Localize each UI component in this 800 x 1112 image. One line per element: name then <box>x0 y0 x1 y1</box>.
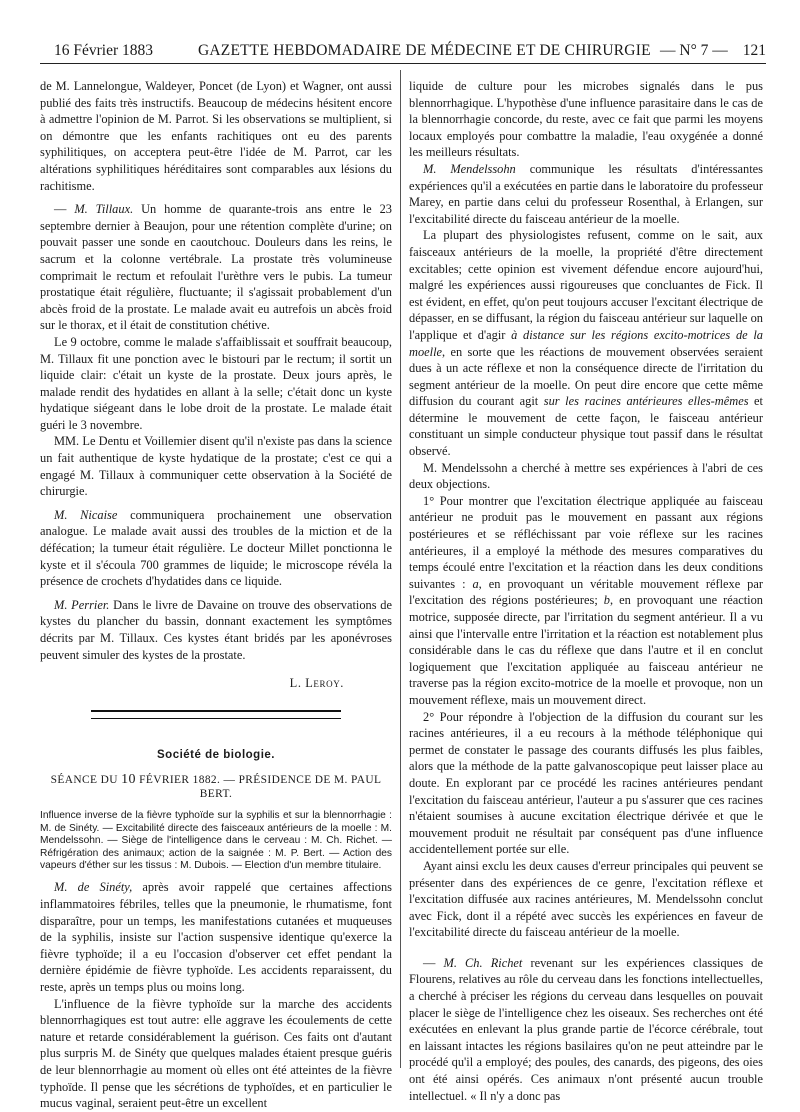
paragraph: 2° Pour répondre à l'objection de la diffusion du courant sur les racines antérieures, il a eu recours à la méthode téléphonique qui permet de constater le passage des courants diffusés les plus faibles, alors que la méthode de la patte galvanoscopique peut laisser place au doute. En explorant par ce procédé les racines antérieures pendant l'excitation du faisceau antérieur, l'auteur a pu s'assurer que ces racines n'étaient soumises à aucune excitation électrique dérivée et que le mouvement produit ne résultait par conséquent pas d'une influence accidentellement portée sur elle. <box>409 709 763 857</box>
paragraph: L'influence de la fièvre typhoïde sur la marche des accidents blennorrhagiques est tout autre: elle aggrave les écoulements de cette nature et retarde considérablement la guérison. Ces faits ont d'autant plus surpris M. de Sinéty que quelques malades étaient presque guéris de leur blennorrhagie au moment où elles ont été atteintes de la fièvre typhoïde. Il pense que les sécrétions de typhoïdes, et en particulier le mucus vaginal, seraient peut-être un excellent <box>40 996 392 1111</box>
paragraph: de M. Lannelongue, Waldeyer, Poncet (de Lyon) et Wagner, ont aussi publié des faits très instructifs. Beaucoup de médecins hésitent encore à admettre l'opinion de M. Parrot. Si les observations se multiplient, si on démontre que les enfants rachitiques ont eu des parents syphilitiques, on acceptera peut-être l'idée de M. Parrot, car les altérations syphilitiques héréditaires sont comparables aux lésions du rachitisme. <box>40 79 392 193</box>
paragraph-perrier <box>40 597 392 663</box>
emphasis-text: à distance sur les régions excito-motrices de la moelle <box>409 327 763 359</box>
speaker-name: M. Ch. Richet <box>443 955 523 970</box>
speaker-name: M. Tillaux. <box>74 202 134 217</box>
paragraph: M. Mendelssohn a cherché à mettre ses expériences à l'abri de ces deux objections. <box>409 460 763 492</box>
paragraph: Le 9 octobre, comme le malade s'affaiblissait et souffrait beaucoup, M. Tillaux fit une ponction avec le bistouri par le rectum; il sortit un liquide clair: c'était un kyste de la prostate. Deux jours après, le malade rendit des hydatides en allant à la selle; c'était donc un kyste hydatique siégeant dans le lobe droit de la prostate. Le malade était guéri le 3 novembre. <box>40 334 392 432</box>
session-day: 10 <box>121 772 136 788</box>
paragraph-sinety <box>40 879 392 995</box>
header-page-number: 121 <box>742 42 766 59</box>
paragraph-text: Un homme de quarante-trois ans entre le 23 septembre dernier à Beaujon, pour une rétention complète d'urine; on pouvait passer une sonde en caoutchouc. Douleurs dans les reins, le sacrum et la colonne vertébrale. La prostate très volumineuse comprimait le rectum et refoulait l'urèthre vers le pubis. La tumeur prostatique était régulière, fluctuante; il s'agissait probablement d'un abcès froid de la prostate. Le malade avait eu autrefois un abcès froid sur le thorax, et il était de constitution chétive. <box>40 202 392 333</box>
paragraph-text: et détermine le mouvement de cette façon, le faisceau antérieur constituant un simple conducteur physique tout passif dans le résultat observé. <box>409 394 763 459</box>
paragraph-text: revenant sur les expériences classiques de Flourens, relatives au rôle du cerveau dans les fonctions intellectuelles, a cherché à préciser les régions du cerveau dans lesquelles on pouvait placer le siège de l'intelligence chez les oiseaux. Ses recherches ont été exécutées en enlevant la plus grande partie de l'écorce cérébrale, tout en laissant intactes les régions basilaires qu'on ne peut atteindre par le procédé qu'il a employé; des poules, des canards, des pigeons, des oies ont été ainsi opérés. Ces animaux n'ont présenté aucun trouble intellectuel. « Il n'y a donc pas <box>409 955 764 1103</box>
emphasis-text: b <box>603 593 610 608</box>
paragraph-richet: — M. Ch. Richet revenant sur les expériences classiques de Flourens, relatives au rôle du cerveau dans les fonctions intellectuelles, a cherché à préciser les régions du cerveau dans lesquelles on pouvait placer le siège de l'intelligence chez les oiseaux. Ses recherches ont été exécutées en enlevant la plus grande partie de l'écorce cérébrale, tout en laissant intactes les régions basilaires qu'on ne peut atteindre par le procédé qu'il a employé; des poules, des canards, des pigeons, des oies ont été ainsi opérés. Ces animaux n'ont présenté aucun trouble intellectuel. « Il n'y a donc pas <box>409 955 764 1103</box>
session-prefix: SÉANCE DU <box>50 774 122 787</box>
header-rule <box>40 63 766 64</box>
session-heading <box>40 773 392 801</box>
running-header <box>40 36 766 66</box>
paragraph-nicaise <box>40 507 392 590</box>
paragraph: Ayant ainsi exclu les deux causes d'erreur principales qui peuvent se présenter dans des expériences de ce genre, l'excitation réflexe et l'excitation diffusée aux racines antérieures, M. Mendelssohn conclut avec Fick, dont il a répété avec succès les expériences en faveur de l'excitabilité directe du faisceau antérieur de la moelle. <box>409 858 763 940</box>
emphasis-text: sur les racines antérieures elles-mêmes <box>543 394 749 409</box>
right-column <box>409 78 764 1103</box>
paragraph-text: communiquera prochainement une observation analogue. Le malade avait aussi des troubles de la miction et de la défécation; la tumeur était régulière. Le docteur Millet ponctionna le kyste et il s'écoula 700 grammes de liquide; le microscope révéla la présence de crochets d'hydatides dans ce liquide. <box>40 507 392 589</box>
paragraph-text: , en provoquant un véritable mouvement réflexe par l'excitation des régions postérieures; <box>409 576 763 608</box>
speaker-name: M. Nicaise <box>54 507 118 522</box>
paragraph: MM. Le Dentu et Voillemier disent qu'il n'existe pas dans la science un fait authentique de kyste hydatique de la prostate; c'est ce qui a engagé M. Tillaux à communiquer cette observation à la Société de chirurgie. <box>40 434 392 499</box>
paragraph-text: , en sorte que les réactions de mouvement observées seraient dues à un acte réflexe et non la conséquence directe de l'irritation du segment antérieur de la moelle. On peut dire encore que cette même diffusion du courant agit <box>409 344 763 409</box>
speaker-name: M. Perrier. <box>54 597 110 612</box>
paragraph <box>409 493 763 709</box>
section-title: Société de biologie. <box>157 748 275 761</box>
paragraph-text: Dans le livre de Davaine on trouve des observations de kystes du plancher du bassin, donnant exactement les symptômes décrits par M. Tillaux. Ces kystes étant bridés par les aponévroses peuvent simuler des kystes de la prostate. <box>40 597 393 662</box>
header-date: 16 Février 1883 <box>54 42 154 59</box>
paragraph: liquide de culture pour les microbes signalés dans le pus blennorrhagique. L'hypothèse d'une influence parasitaire dans le cas de la blennorrhagie concorde, du reste, avec ce fait que parmi les moyens locaux employés pour combattre la maladie, l'eau oxygénée a donné les meilleurs résultats. <box>409 79 763 160</box>
header-journal-title: GAZETTE HEBDOMADAIRE DE MÉDECINE ET DE CHIRURGIE <box>198 42 651 59</box>
session-summary: Influence inverse de la fièvre typhoïde sur la syphilis et sur la blennorrhagie : M. de Sinéty. — Excitabilité directe des faisceaux antérieurs de la moelle : M. Mendelssohn. — Siège de l'intelligence dans le cerveau : M. Ch. Richet. — Réfrigération des animaux; action de la saignée : M. P. Bert. — Action des vapeurs d'éther sur les tissus : M. Dubois. — Election d'un membre titulaire. <box>40 810 392 871</box>
paragraph-text: 1° Pour montrer que l'excitation électrique appliquée au faisceau antérieur ne produit pas le mouvement en passant aux régions postérieures et se réfléchissant par voie réflexe sur les racines antérieures, il a employé la méthode des mesures comparatives du temps écoulé entre l'excitation et la réaction dans les deux conditions suivantes : <box>409 493 763 591</box>
paragraph <box>409 227 763 459</box>
emphasis-text: a <box>472 576 479 591</box>
paragraph-mendelssohn <box>409 161 763 227</box>
header-issue-number: — N° 7 — <box>660 42 728 59</box>
paragraph-tillaux: — M. Tillaux. Un homme de quarante-trois ans entre le 23 septembre dernier à Beaujon, pour une rétention complète d'urine; on pouvait passer une sonde en caoutchouc. Douleurs dans les reins, le sacrum et la colonne vertébrale. La prostate très volumineuse comprimait le rectum et refoulait l'urèthre vers le pubis. La tumeur prostatique était régulière, fluctuante; il s'agissait probablement d'un abcès froid de la prostate. Le malade avait eu autrefois un abcès froid sur le thorax, et il était de constitution chétive. <box>40 202 392 333</box>
paragraph-text: après avoir rappelé que certaines affections inflammatoires fébriles, telles que la pneumonie, le rhumatisme, font disparaître, pour un temps, les manifestations cutanées et muqueuses de la syphilis, insiste sur l'action suspensive identique qu'exerce la fièvre typhoïde; il a eu l'occasion d'observer cet effet pendant la dernière épidémie de fièvre typhoïde. Les accidents reparaissent, du reste, après un temps plus ou moins long. <box>40 880 392 994</box>
section-divider-ornament <box>91 710 341 719</box>
paragraph-text: La plupart des physiologistes refusent, comme on le sait, aux faisceaux antérieurs de la moelle, la propriété d'être directement excitables; cette opinion est vivement défendue encore aujourd'hui, malgré les expériences aussi rigoureuses que concluantes de Fick. Il est évident, en effet, qu'on peut toujours accuser l'excitant électrique de dépasser, en se diffusant, la région du faisceau antérieur sur laquelle on l'applique et d'agir <box>409 228 763 342</box>
left-column <box>40 78 393 1111</box>
speaker-name: M. Mendelssohn <box>423 161 516 176</box>
session-suffix: FÉVRIER 1882. — PRÉSIDENCE DE M. PAUL BERT. <box>135 774 382 801</box>
paragraph-text: , en provoquant une réaction motrice, supposée directe, par l'irritation du segment antérieur. Il a vu ainsi que l'intervalle entre l'irritation et la réaction est notablement plus considérable dans le cas du réflexe que dans l'autre et il en conclut logiquement que l'excitation appliquée au faisceau antérieur ne traverse pas la région excito-motrice de la moelle et provoque, non un mouvement réflexe, mais un mouvement direct. <box>409 593 763 707</box>
author-signature: L. Leroy. <box>289 676 344 691</box>
paragraph-text: communique les résultats d'intéressantes expériences qu'il a exécutées en partie dans le laboratoire du professeur Marey, en partie dans celui du professeur Rosenthal, à Erlangen, sur l'excitabilité directe du faisceau antérieur de la moelle. <box>409 161 763 226</box>
speaker-name: M. de Sinéty, <box>54 880 133 895</box>
column-divider <box>400 70 401 1068</box>
